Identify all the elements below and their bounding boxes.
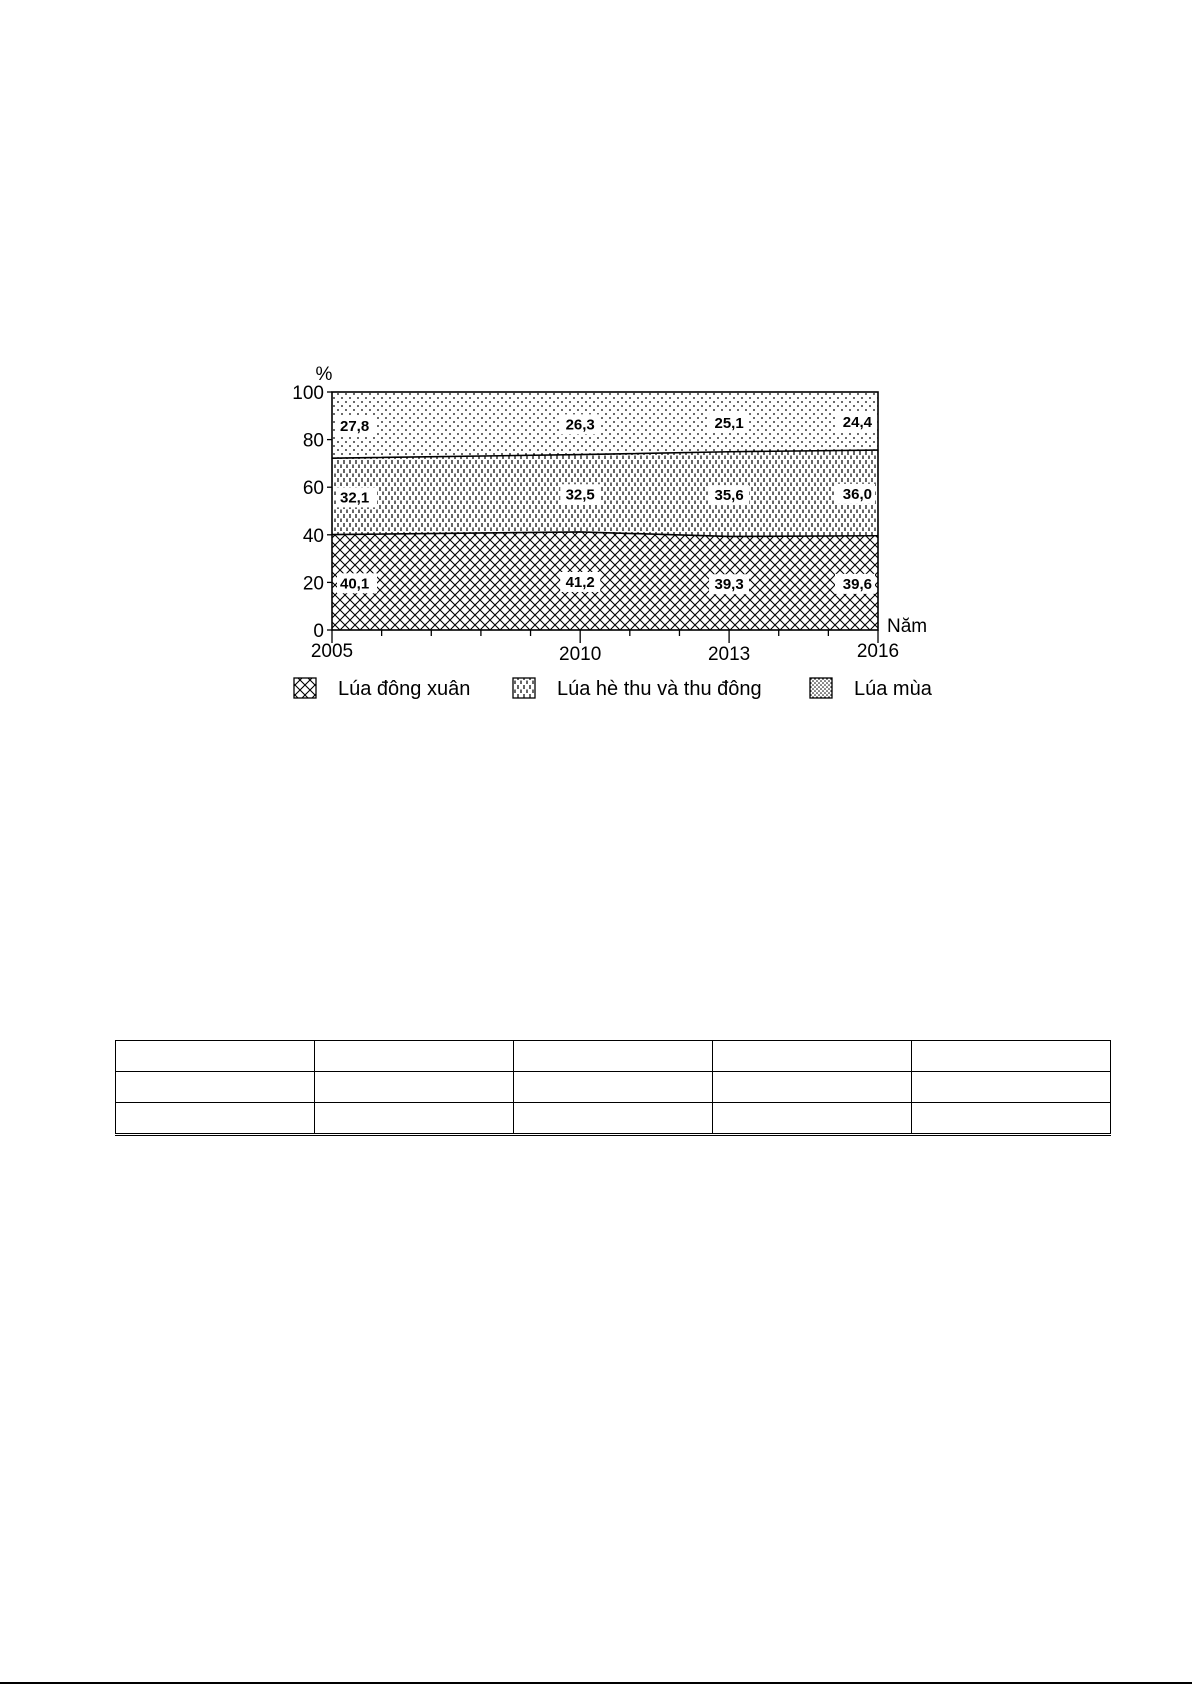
- legend-item-label: Lúa đông xuân: [338, 678, 471, 700]
- table-cell: [912, 1103, 1111, 1135]
- legend-swatch: [513, 678, 535, 698]
- y-tick-label: 60: [302, 478, 324, 500]
- data-label: 39,3: [714, 576, 744, 594]
- x-tick-label: 2010: [559, 644, 602, 665]
- table-row: [116, 1103, 1111, 1135]
- area-1: [332, 532, 878, 630]
- area-2: [332, 450, 878, 536]
- data-label: 35,6: [714, 487, 744, 505]
- table-cell: [116, 1041, 315, 1072]
- legend-item-label: Lúa mùa: [854, 678, 932, 700]
- y-tick-label: 20: [302, 573, 324, 595]
- table-cell: [315, 1072, 514, 1103]
- y-axis-label: %: [315, 364, 333, 385]
- x-tick-label: 2005: [310, 641, 354, 662]
- area-3: [332, 392, 878, 458]
- legend-item-label: Lúa hè thu và thu đông: [557, 678, 762, 700]
- y-tick-label: 100: [292, 383, 324, 404]
- data-label: 40,1: [340, 575, 370, 593]
- x-tick-label: 2013: [707, 644, 751, 665]
- legend-swatch: [810, 678, 832, 698]
- legend: [294, 678, 933, 700]
- chart: [0, 0, 1192, 760]
- data-label: 24,4: [842, 414, 872, 432]
- legend-swatch: [294, 678, 316, 698]
- data-label: 41,2: [565, 573, 595, 591]
- table-cell: [713, 1041, 912, 1072]
- data-label: 25,1: [714, 414, 744, 432]
- table-cell: [514, 1041, 713, 1072]
- table-cell: [514, 1072, 713, 1103]
- data-label: 36,0: [842, 485, 872, 503]
- data-table: [115, 1040, 1111, 1136]
- y-tick-label: 40: [302, 525, 324, 547]
- y-tick-label: 80: [302, 430, 324, 452]
- table-row: [116, 1041, 1111, 1072]
- table-cell: [315, 1041, 514, 1072]
- area-layers: [332, 392, 878, 630]
- data-label: 32,1: [340, 489, 370, 507]
- table-cell: [315, 1103, 514, 1135]
- y-tick-label: 0: [313, 621, 324, 642]
- table-cell: [116, 1072, 315, 1103]
- page-bottom-rule: [0, 1682, 1192, 1684]
- table-cell: [514, 1103, 713, 1135]
- data-label: 39,6: [842, 575, 872, 593]
- chart-svg: [0, 0, 1192, 760]
- table-cell: [713, 1072, 912, 1103]
- data-label: 27,8: [340, 418, 370, 436]
- table-cell: [713, 1103, 912, 1135]
- table-row: [116, 1072, 1111, 1103]
- table-cell: [912, 1041, 1111, 1072]
- table-cell: [116, 1103, 315, 1135]
- table-cell: [912, 1072, 1111, 1103]
- data-label: 32,5: [565, 486, 595, 504]
- data-label: 26,3: [565, 416, 595, 434]
- y-axis: [292, 364, 332, 642]
- x-tick-label: 2016: [856, 641, 900, 662]
- x-axis-label: Năm: [887, 616, 928, 637]
